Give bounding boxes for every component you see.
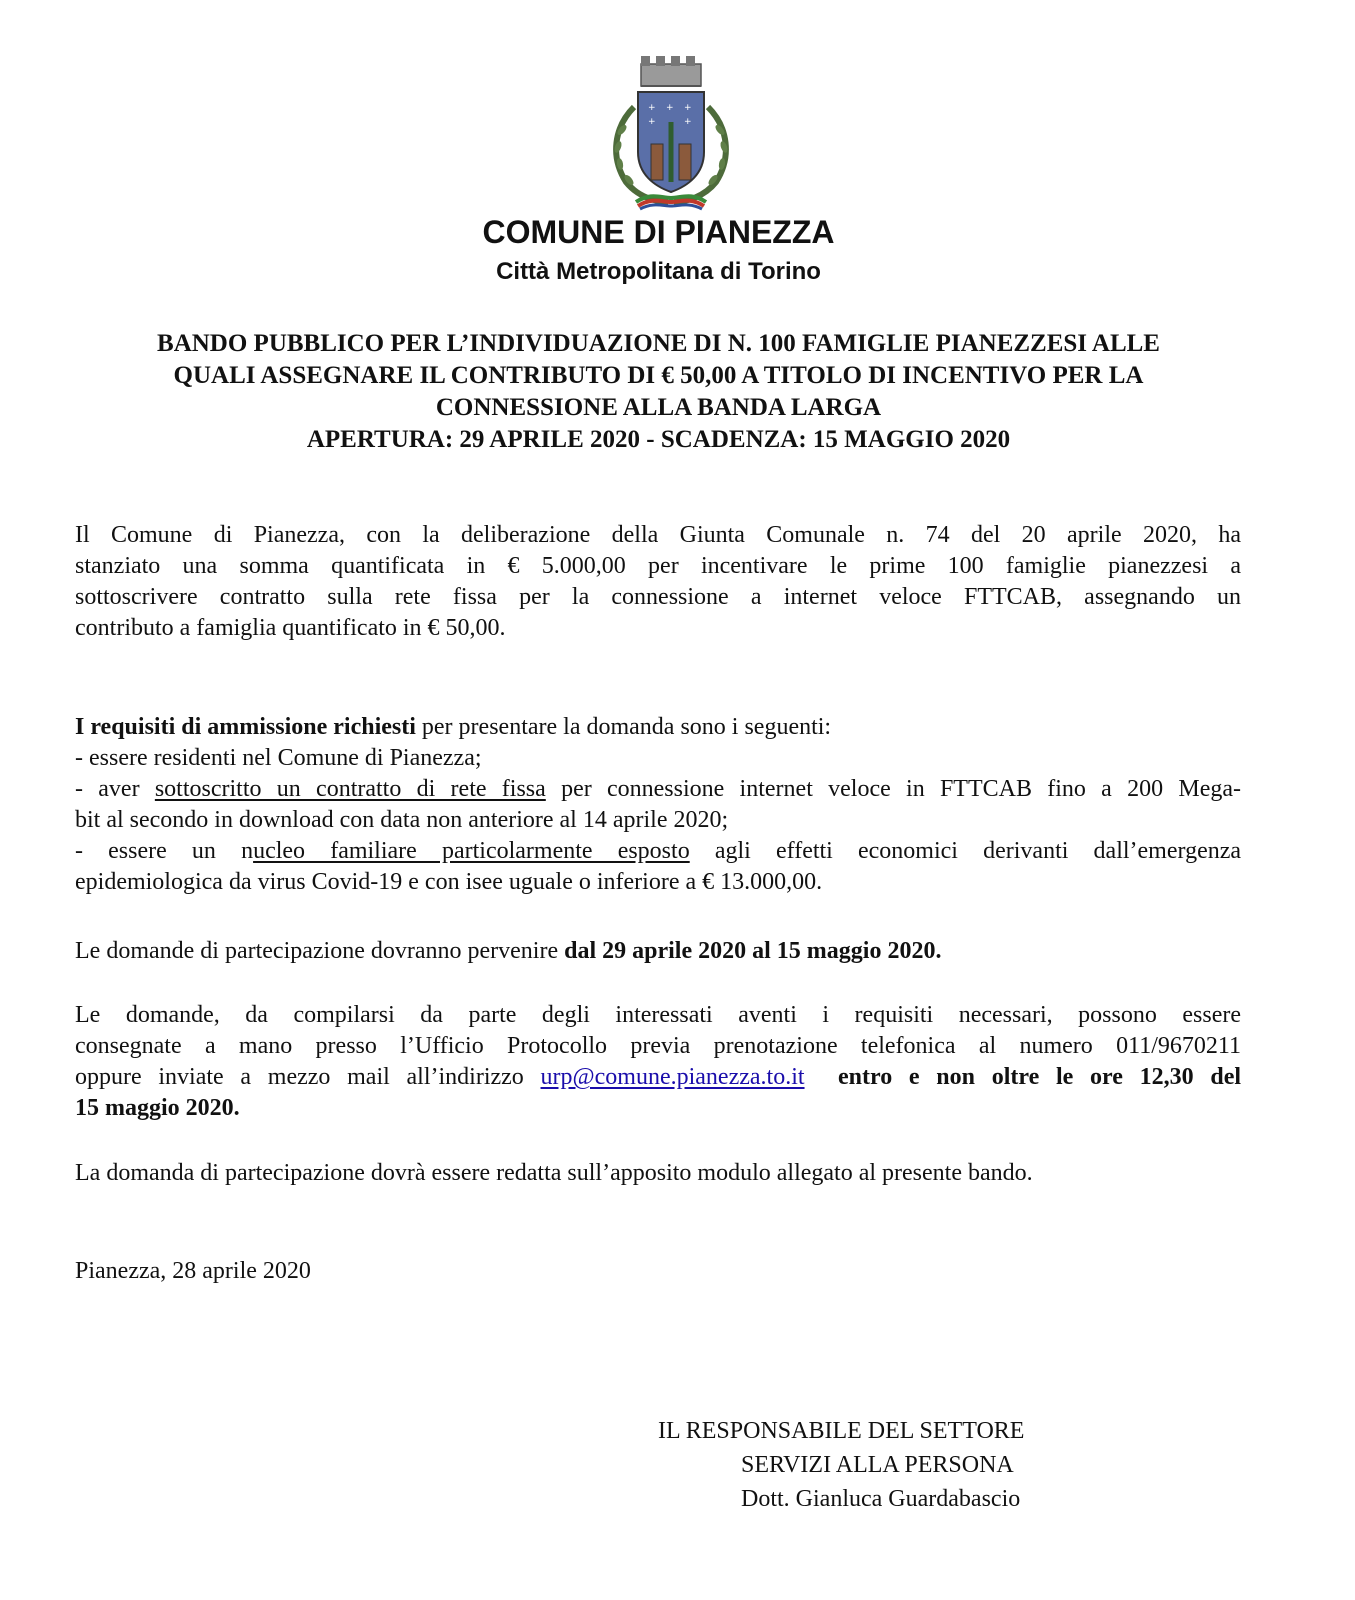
notice-title <box>60 328 1257 456</box>
requirement-item-continued: bit al secondo in download con data non anteriore al 14 aprile 2020; <box>75 807 729 833</box>
dates-text: Le domande di partecipazione dovranno pervenire <box>75 938 565 964</box>
requirement-item-continued: epidemiologica da virus Covid-19 e con isee uguale o inferiore a € 13.000,00. <box>75 869 823 895</box>
requirement-text: - essere un n <box>75 838 254 864</box>
svg-text:+: + <box>666 103 674 113</box>
submission-line: Le domande, da compilarsi da parte degli interessati aventi i requisiti necessari, possono essere <box>75 1002 1241 1028</box>
intro-line: Il Comune di Pianezza, con la deliberazione della Giunta Comunale n. 74 del 20 aprile 2020, ha <box>75 522 1241 548</box>
submission-line <box>75 1062 1241 1093</box>
title-dates-line: APERTURA: 29 APRILE 2020 - SCADENZA: 15 MAGGIO 2020 <box>306 426 1011 453</box>
deadline-date: 15 maggio 2020. <box>75 1095 240 1121</box>
requirement-item <box>75 836 1241 867</box>
organization-subtitle: Città Metropolitana di Torino <box>496 258 821 285</box>
dates-paragraph <box>75 936 1241 967</box>
form-note: La domanda di partecipazione dovrà essere redatta sull’apposito modulo allegato al presente bando. <box>75 1160 1033 1186</box>
email-link[interactable]: urp@comune.pianezza.to.it <box>540 1064 805 1090</box>
requirement-item: - essere residenti nel Comune di Pianezza; <box>75 745 482 771</box>
svg-text:+: + <box>684 117 692 127</box>
requirement-text: agli effetti economici derivanti dall’emergenza <box>689 838 1242 864</box>
submission-paragraph <box>75 1000 1241 1124</box>
svg-text:+: + <box>684 103 692 113</box>
intro-paragraph <box>75 520 1241 644</box>
coat-of-arms-emblem <box>596 52 746 212</box>
requirement-item <box>75 774 1241 805</box>
submission-text: oppure inviate a mezzo mail all’indirizzo <box>75 1064 541 1090</box>
requirements-section <box>75 712 1241 898</box>
requirement-text: per connessione internet veloce in FTTCAB fino a 200 Mega- <box>545 776 1242 802</box>
title-line: BANDO PUBBLICO PER L’INDIVIDUAZIONE DI N. 100 FAMIGLIE PIANEZZESI ALLE <box>157 330 1160 357</box>
requirements-heading-rest: per presentare la domanda sono i seguenti: <box>415 714 832 740</box>
signature-department: SERVIZI ALLA PERSONA <box>741 1452 1014 1478</box>
organization-name: COMUNE DI PIANEZZA <box>482 214 835 250</box>
dates-bold: dal 29 aprile 2020 al 15 maggio 2020. <box>564 938 942 964</box>
intro-line: contributo a famiglia quantificato in € 50,00. <box>75 615 506 641</box>
submission-line: consegnate a mano presso l’Ufficio Protocollo previa prenotazione telefonica al numero 011/9670211 <box>75 1033 1241 1059</box>
signature-role: IL RESPONSABILE DEL SETTORE <box>658 1418 1025 1444</box>
place-and-date: Pianezza, 28 aprile 2020 <box>75 1258 311 1284</box>
requirement-underlined-text: ucleo familiare particolarmente esposto <box>253 838 690 864</box>
svg-text:+: + <box>648 117 656 127</box>
requirement-underlined-text: sottoscritto un contratto di rete fissa <box>154 776 546 802</box>
intro-line: stanziato una somma quantificata in € 5.000,00 per incentivare le prime 100 famiglie pianezzesi a <box>75 553 1241 579</box>
svg-text:+: + <box>648 103 656 113</box>
deadline-bold: entro e non oltre le ore 12,30 del <box>837 1064 1242 1090</box>
title-line: QUALI ASSEGNARE IL CONTRIBUTO DI € 50,00 A TITOLO DI INCENTIVO PER LA <box>173 362 1144 389</box>
title-line: CONNESSIONE ALLA BANDA LARGA <box>435 394 882 421</box>
signature-block <box>658 1414 1024 1516</box>
requirement-text: - aver <box>75 776 155 802</box>
intro-line: sottoscrivere contratto sulla rete fissa per la connessione a internet veloce FTTCAB, assegnando un <box>75 584 1241 610</box>
requirements-heading <box>75 712 1241 743</box>
signature-name: Dott. Gianluca Guardabascio <box>741 1486 1021 1512</box>
requirements-heading-bold: I requisiti di ammissione richiesti <box>75 714 416 740</box>
